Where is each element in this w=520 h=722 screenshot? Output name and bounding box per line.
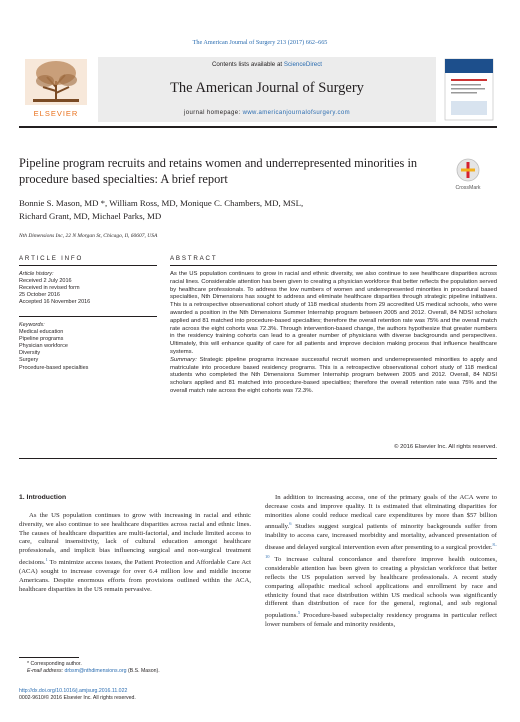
history-received: Received 2 July 2016: [19, 278, 72, 285]
keywords-rule: [19, 316, 157, 317]
footnote-rule: [19, 657, 79, 658]
crossmark-badge[interactable]: [440, 157, 500, 190]
sciencedirect-link[interactable]: ScienceDirect: [283, 61, 323, 68]
history-revised: Received in revised form: [19, 285, 80, 292]
journal-title: The American Journal of Surgery: [170, 80, 364, 96]
email-note: [19, 668, 251, 675]
article-info-heading: ARTICLE INFO: [19, 255, 84, 262]
article-identifiers: [19, 688, 319, 702]
doi-link[interactable]: http://dx.doi.org/10.1016/j.amjsurg.2016.11.022: [19, 688, 128, 694]
email-suffix: (B.S. Mason).: [126, 667, 160, 674]
contents-prefix: Contents lists available at: [211, 61, 284, 68]
keywords-label: Keywords:: [19, 322, 45, 328]
article-info-rule: [19, 265, 157, 266]
elsevier-tree-icon: [19, 57, 93, 107]
intro-text-b: To minimize access issues, the Patient Protection and Affordable Care Act (ACA) sought to increase coverage for over 6.4 million low and middle income Americans. Despite enormous efforts from provisions outlined within the ACA, healthcare disparities in the US remain pervasive.: [19, 559, 251, 593]
keyword-item: Surgery: [19, 357, 39, 364]
right-text-a: In addition to increasing access, one of the primary goals of the ACA were to decrease costs and improve quality. It is estimated that eliminating disparities for minorities alone could reduce medical care expenditures by more than $57 billion annually.: [265, 494, 497, 531]
authors-line-2: Richard Grant, MD, Michael Parks, MD: [19, 210, 162, 221]
author-list: [19, 197, 439, 222]
abstract-end-rule: [19, 458, 497, 459]
history-accepted: Accepted 16 November 2016: [19, 299, 91, 306]
journal-homepage: [98, 110, 436, 116]
right-text-b: Studies suggest surgical patients of minority backgrounds suffer from inability to access care, increased morbidity and mortality, advanced presentation of disease and delayed surgical intervention even after presenting to a surgical provider.: [265, 523, 497, 552]
contents-line: [98, 61, 436, 68]
email-link[interactable]: drbsm@nthdimensions.org: [64, 667, 127, 674]
abstract-paragraph: As the US population continues to grow in racial and ethnic diversity, we also continue to see healthcare disparities across racial lines. Considerable attention has been given to creating a physician workforce that better reflects the population served by healthcare professionals. To address the low numbers of women and underrepresented minorities in procedural based specialties, Nth Dimensions has sought to address and eliminate healthcare disparities through strategic pipeline initiatives. This is a retrospective observational cohort study of 118 medical students from 29 accredited US medical schools, who were awarded a position in the Nth Dimensions Summer Internship program between 2005 and 2012. Overall, 84 NDSI scholars applied and 81 matched into procedure-based specialties; therefore the overall retention rate was 75% and the overall match rate across the eight cohorts was 72.3%. Through intervention-based change, the authors hypothesize that greater numbers in the residency training cohorts can lead to a greater number of physicians with diverse backgrounds and perspectives. Ultimately, this will enhance quality of care for all patients and improve decision making process that influence healthcare systems.: [170, 271, 497, 355]
history-label: Article history:: [19, 271, 54, 277]
corresponding-author-note: * Corresponding author.: [27, 661, 82, 667]
keyword-item: Pipeline programs: [19, 336, 64, 343]
crossmark-label: CrossMark: [455, 185, 481, 191]
keyword-item: Medical education: [19, 329, 64, 336]
intro-text-a: As the US population continues to grow with increasing in racial and ethnic diversity, we also continue to see healthcare disparities across racial and ethnic lines. The causes of healthcare disparities are multi-factorial, and include limited access to care, cultural insensitivity, lack of cultural education amongst healthcare professionals, and implicit bias influencing surgical and non-surgical treatment decisions.: [19, 512, 251, 567]
citation-ref[interactable]: 6: [289, 521, 292, 527]
summary-text: Strategic pipeline programs increase successful recruit women and underrepresented minorities to apply and matriculate into procedure based residency programs. This is a retrospective observational cohort study of 118 medical students who completed the Nth Dimensions Summer Internship program between 2005 and 2012. Overall, 84 NDSI scholars applied and 81 matched into procedure-based specialties; therefore the overall retention rate was 75% and the overall match rate across the eight cohorts was 72.3%.: [170, 356, 497, 394]
intro-paragraph-right: [265, 494, 497, 630]
abstract-summary: [170, 357, 497, 396]
authors-line-1: Bonnie S. Mason, MD *, William Ross, MD, Monique C. Chambers, MD, MSL,: [19, 198, 304, 208]
keyword-item: Physician workforce: [19, 343, 68, 350]
journal-cover: [441, 57, 497, 122]
introduction-heading: 1. Introduction: [19, 494, 67, 501]
affiliation: Nth Dimensions Inc, 22 N Morgan St, Chicago, Il, 60607, USA: [19, 233, 158, 239]
crossmark-icon: [440, 157, 496, 185]
abstract-copyright: © 2016 Elsevier Inc. All rights reserved.: [394, 444, 497, 450]
history-revised-date: 25 October 2016: [19, 292, 60, 299]
citation-ref[interactable]: 5: [297, 610, 301, 616]
article-history: [19, 271, 157, 306]
journal-cover-image: [441, 57, 497, 122]
right-text-d: Procedure-based subspecialty residency programs in particular reflect lower numbers of female and minority residents,: [265, 612, 497, 629]
issn-copyright: 0002-9610/© 2016 Elsevier Inc. All rights reserved.: [19, 694, 136, 701]
abstract-rule: [170, 265, 497, 266]
header-rule: [19, 126, 497, 128]
abstract-heading: ABSTRACT: [170, 255, 218, 262]
keywords-block: [19, 322, 157, 372]
right-text-c: To increase cultural concordance and therefore improve health outcomes, considerable attention has been given to creating a physician workforce that better reflects the US population served by healthcare professionals. A recent study comparing allopathic medical school applications and enrollment by race and ethnicity found that race distribution within US medical schools was significantly different than distribution of race for the general, regional, and sub regional populations.: [265, 556, 497, 620]
abstract-body: [170, 271, 497, 396]
keyword-item: Diversity: [19, 350, 41, 357]
keyword-item: Procedure-based specialties: [19, 364, 89, 371]
footnotes: [19, 661, 251, 675]
publisher-name: ELSEVIER: [33, 109, 79, 118]
intro-paragraph-left: [19, 512, 251, 594]
summary-label: Summary:: [170, 356, 197, 363]
article-title: Pipeline program recruits and retains women and underrepresented minorities in procedure based specialties: A brief report: [19, 156, 418, 186]
homepage-prefix: journal homepage:: [184, 110, 243, 116]
journal-citation[interactable]: The American Journal of Surgery 213 (2017) 662–665: [192, 39, 328, 46]
email-label: E-mail address:: [27, 667, 65, 674]
citation-ref[interactable]: 1: [45, 556, 48, 562]
homepage-link[interactable]: www.americanjournalofsurgery.com: [242, 110, 350, 116]
citation-ref[interactable]: 8–10: [265, 542, 497, 560]
